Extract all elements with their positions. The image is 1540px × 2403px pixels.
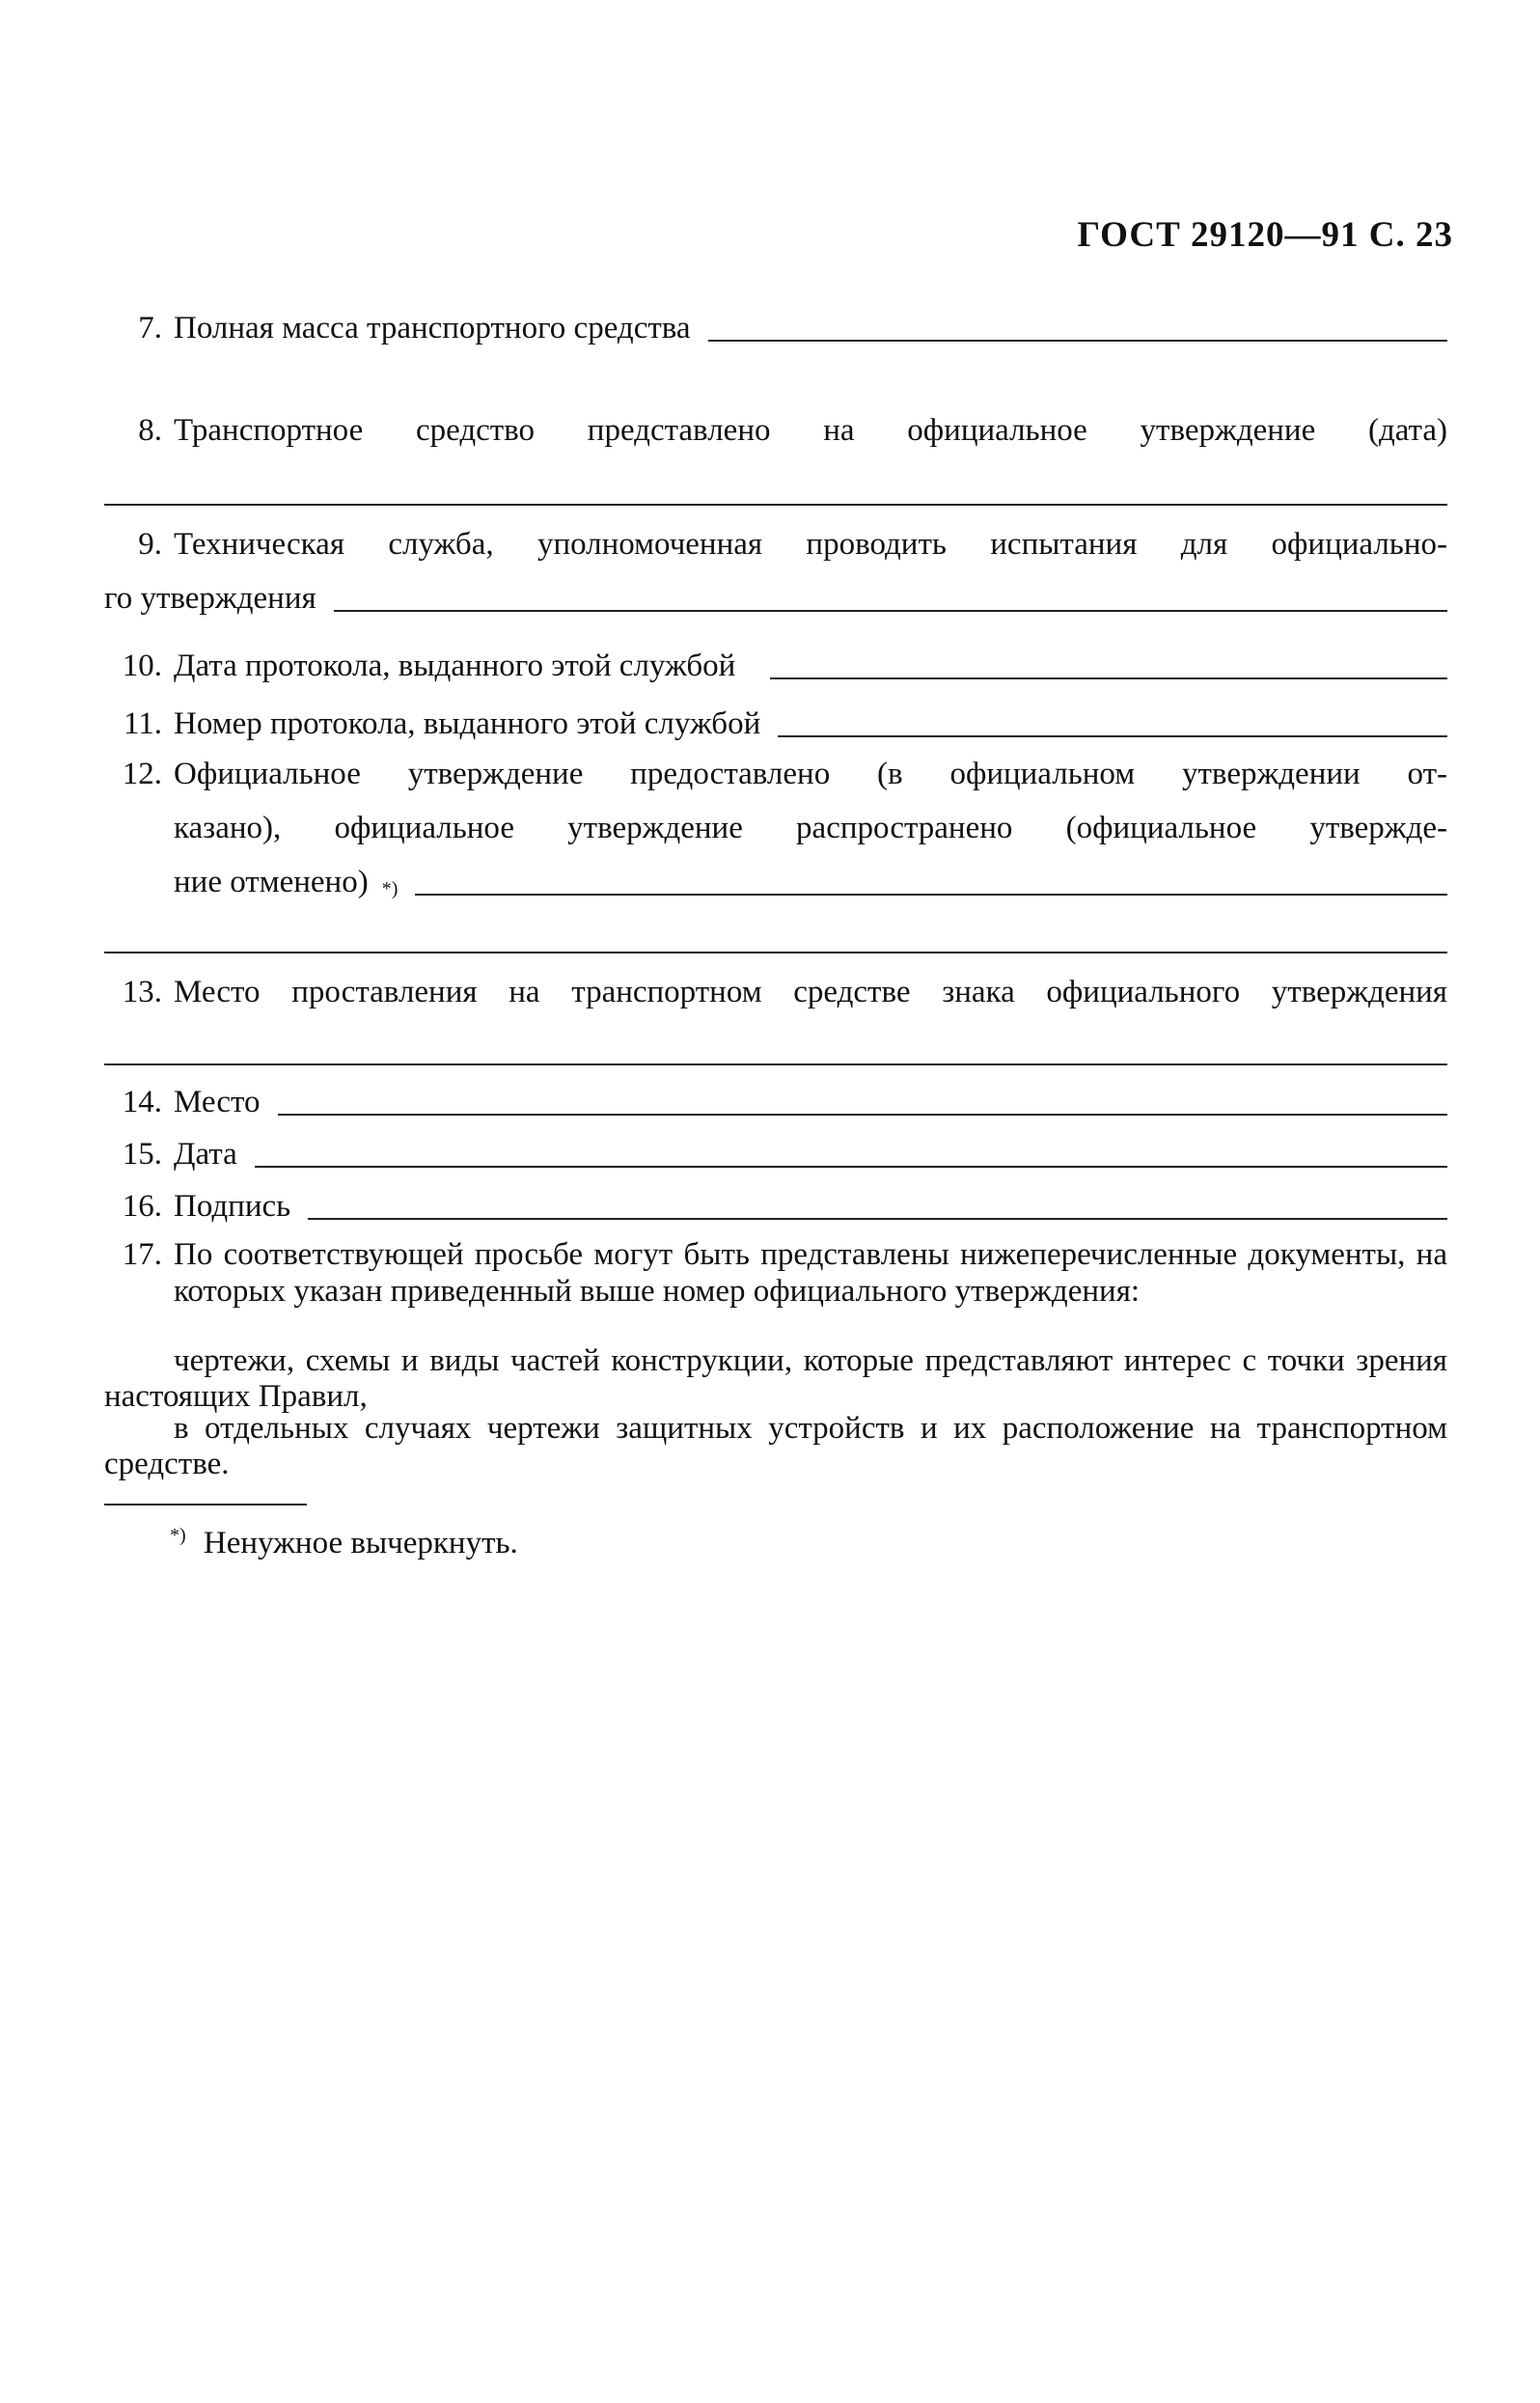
item-number: 8.	[138, 413, 162, 448]
item-number: 14.	[122, 1085, 162, 1119]
item-number: 11.	[123, 706, 162, 741]
item-label: Техническая служба, уполномоченная проводить испытания для официально-	[174, 527, 1447, 562]
form-item-12	[104, 757, 1447, 791]
item-number: 7.	[138, 311, 162, 345]
item-number: 16.	[122, 1189, 162, 1224]
footnote	[170, 1525, 518, 1561]
form-item-13	[104, 975, 1447, 1009]
blank-field	[778, 734, 1447, 737]
blank-rule	[104, 504, 1447, 506]
item-label: Официальное утверждение предоставлено (в официальном утверждении от-	[174, 757, 1447, 791]
blank-field	[308, 1217, 1447, 1220]
form-item-14	[104, 1085, 1447, 1119]
form-item-9-cont	[104, 581, 1447, 616]
form-item-15	[104, 1137, 1447, 1172]
item-label: Транспортное средство представлено на официальное утверждение (дата)	[174, 413, 1447, 448]
form-item-17	[104, 1237, 1447, 1311]
item-label: Дата	[174, 1137, 237, 1172]
item-label: Дата протокола, выданного этой службой	[174, 649, 736, 683]
blank-rule	[104, 952, 1447, 953]
item-number: 17.	[122, 1237, 162, 1272]
form-item-12-cont1	[174, 811, 1447, 845]
form-item-11	[104, 706, 1447, 741]
blank-rule	[104, 1063, 1447, 1065]
item-17-para-1: чертежи, схемы и виды частей конструкции, которые представляют интерес с точки зрения настоящих Правил,	[104, 1343, 1447, 1414]
blank-field	[415, 893, 1447, 896]
item-17-para-2: в отдельных случаях чертежи защитных устройств и их расположение на транспортном средстве.	[104, 1411, 1447, 1481]
item-label: Полная масса транспортного средства	[174, 311, 691, 345]
item-text: По соответствующей просьбе могут быть представлены нижеперечисленные документы, на которых указан приведенный выше номер официального утверждения:	[174, 1237, 1447, 1309]
item-number: 15.	[122, 1137, 162, 1172]
form-item-9	[104, 527, 1447, 562]
blank-field	[255, 1165, 1447, 1168]
form-item-8	[104, 413, 1447, 448]
item-label: Подпись	[174, 1189, 291, 1224]
page-header: ГОСТ 29120—91 С. 23	[1077, 215, 1453, 255]
item-label: Номер протокола, выданного этой службой	[174, 706, 761, 741]
blank-field	[278, 1113, 1447, 1116]
form-item-7	[104, 311, 1447, 345]
item-number: 10.	[122, 649, 162, 683]
item-label-cont: го утверждения	[104, 581, 316, 616]
item-label: Место	[174, 1085, 261, 1119]
footnote-marker: *)	[381, 878, 399, 900]
blank-field	[708, 339, 1447, 342]
footnote-text: Ненужное вычеркнуть.	[203, 1526, 518, 1561]
footnote-separator	[104, 1504, 307, 1505]
blank-field	[770, 677, 1447, 679]
item-number: 12.	[122, 757, 162, 791]
form-item-12-cont2	[174, 865, 1447, 899]
item-label: Место проставления на транспортном средстве знака официального утверждения	[174, 975, 1447, 1009]
footnote-marker: *)	[170, 1525, 186, 1546]
blank-field	[334, 609, 1447, 612]
item-label-cont: казано), официальное утверждение распространено (официальное утвержде-	[174, 811, 1447, 845]
item-number: 9.	[138, 527, 162, 562]
item-label-cont: ние отменено)	[174, 865, 369, 899]
item-number: 13.	[122, 975, 162, 1009]
form-item-10	[104, 649, 1447, 683]
form-item-16	[104, 1189, 1447, 1224]
